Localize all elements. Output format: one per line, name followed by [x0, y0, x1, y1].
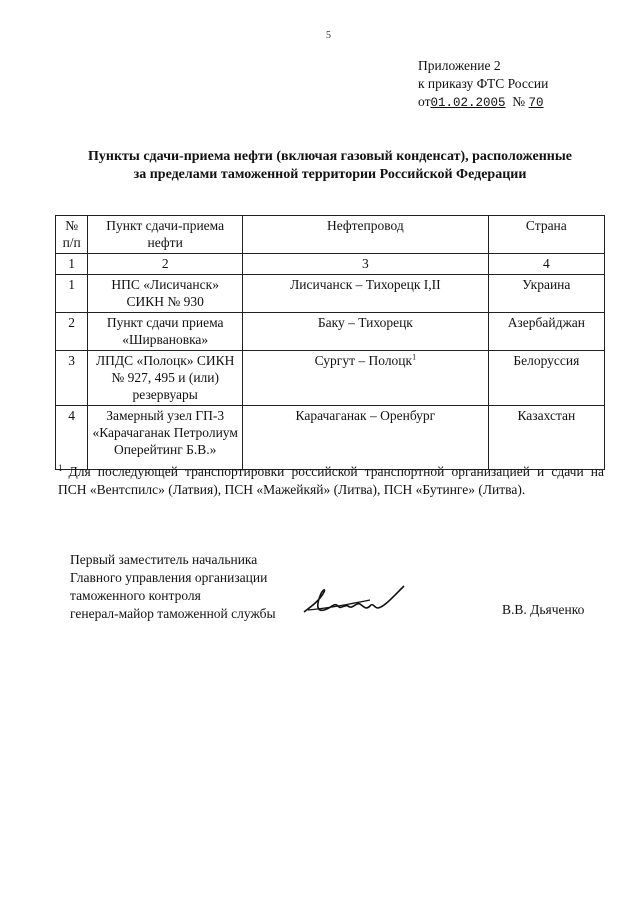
row-num: 4 [56, 406, 88, 470]
row-point: ЛПДС «Полоцк» СИКН № 927, 495 и (или) резервуары [88, 351, 243, 406]
colnum-3: 3 [243, 254, 489, 275]
order-date: 01.02.2005 [430, 96, 506, 110]
table-header-row [56, 216, 605, 254]
signer-title-line2: Главного управления организации [70, 570, 268, 585]
colnum-4: 4 [488, 254, 604, 275]
footnote-mark: 1 [58, 462, 63, 473]
oil-points-table [55, 215, 605, 470]
row-country: Украина [488, 275, 604, 313]
header-pipeline: Нефтепровод [243, 216, 489, 254]
row-point: Замерный узел ГП-3 «Карачаганак Петролиум Оперейтинг Б.В.» [88, 406, 243, 470]
appendix-line2: к приказу ФТС России [418, 76, 549, 91]
appendix-order-line [418, 93, 548, 112]
header-num: № п/п [56, 216, 88, 254]
row-pipeline: Карачаганак – Оренбург [243, 406, 489, 470]
title-line1: Пункты сдачи-приема нефти (включая газовый конденсат), расположенные [88, 149, 572, 164]
row-point: НПС «Лисичанск» СИКН № 930 [88, 275, 243, 313]
table-row [56, 313, 605, 351]
page-number: 5 [326, 30, 331, 41]
row-pipeline [243, 351, 489, 406]
row-num: 3 [56, 351, 88, 406]
row-point: Пункт сдачи приема «Ширвановка» [88, 313, 243, 351]
header-country: Страна [488, 216, 604, 254]
signer-name: В.В. Дьяченко [502, 602, 585, 617]
table-row [56, 406, 605, 470]
number-sign: № [512, 94, 526, 109]
pipeline-text: Сургут – Полоцк [314, 353, 413, 368]
column-number-row [56, 254, 605, 275]
row-pipeline: Лисичанск – Тихорецк I,II [243, 275, 489, 313]
title-line2: за пределами таможенной территории Российской Федерации [133, 167, 527, 182]
signer-title-line4: генерал-майор таможенной службы [70, 606, 276, 621]
footnote [58, 463, 604, 499]
table-row [56, 351, 605, 406]
table-row [56, 275, 605, 313]
signer-title-line1: Первый заместитель начальника [70, 552, 258, 567]
colnum-2: 2 [88, 254, 243, 275]
order-number: 70 [528, 96, 544, 110]
date-prefix: от [418, 94, 431, 109]
handwritten-signature-icon [300, 580, 410, 620]
row-country: Белоруссия [488, 351, 604, 406]
colnum-1: 1 [56, 254, 88, 275]
document-title [40, 148, 620, 184]
signature-block [70, 551, 276, 623]
footnote-ref: 1 [412, 352, 417, 362]
signer-title-line3: таможенного контроля [70, 588, 201, 603]
row-num: 2 [56, 313, 88, 351]
header-point: Пункт сдачи-приема нефти [88, 216, 243, 254]
appendix-header [418, 57, 548, 112]
row-country: Азербайджан [488, 313, 604, 351]
row-pipeline: Баку – Тихорецк [243, 313, 489, 351]
appendix-line1: Приложение 2 [418, 58, 501, 73]
footnote-text: Для последующей транспортировки российской транспортной организацией и сдачи на ПСН «Вентспилс» (Латвия), ПСН «Мажейкяй» (Литва), ПСН «Бутинге» (Литва). [58, 464, 604, 497]
row-country: Казахстан [488, 406, 604, 470]
row-num: 1 [56, 275, 88, 313]
